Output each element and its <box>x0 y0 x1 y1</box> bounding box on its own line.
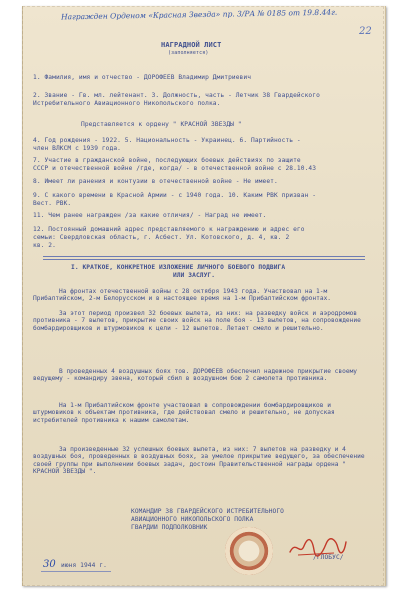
field-line: член ВЛКСМ с 1939 года. <box>33 145 121 152</box>
field-line: СССР и отечественной войне /где, когда/ - в отечественной войне с 28.10.43 <box>33 165 317 172</box>
field-line: семьи: Свердловская область, г. Асбест. Ул. Котовского, д. 4, кв. 2 <box>33 234 290 241</box>
field-line: 2. Звание - Гв. мл. лейтенант. 3. Должность, часть - Летчик 38 Гвардейского <box>33 92 320 99</box>
paper-edge-wear <box>22 6 384 586</box>
award-request-line: Представляется к ордену " КРАСНОЙ ЗВЕЗДЫ " <box>81 121 242 128</box>
narrative-paragraph: За этот период произвел 32 боевых вылета, из них: на разведку войск и аэродромов противника - 7 вылетов, прикрытие своих войск на поле боя - 13 вылетов, на сопровождение бомбардировщиков и штурмовиков к цели - 12 вылетов. Летает смело и решительно. <box>33 310 361 332</box>
field-line: Вест. РВК. <box>33 200 72 207</box>
date-day-handwritten: 30 <box>43 559 56 570</box>
signature-title: КОМАНДИР 38 ГВАРДЕЙСКОГО ИСТРЕБИТЕЛЬНОГО <box>131 508 285 515</box>
field-line: Истребительного Авиационного Никопольского полка. <box>33 100 221 107</box>
field-line: 9. С какого времени в Красной Армии - с 1940 года. 10. Каким РВК призван - <box>33 192 317 199</box>
signature-name: /ГЛОБУС/ <box>313 554 344 561</box>
narrative-paragraph: В проведенных 4 воздушных боях тов. ДОРОФЕЕВ обеспечил надежное прикрытие своему ведущему - командиру звена, который сбил в воздушном бою 2 самолета противника. <box>33 368 358 383</box>
narrative-paragraph: На 1-м Прибалтийском фронте участвовал в сопровождении бомбардировщиков и штурмовиков к объектам противника, где действовал смело и решительно, не допуская истребителей противника к нашим самолетам. <box>33 402 335 424</box>
field-line: кв. 2. <box>33 242 56 249</box>
narrative-paragraph: За произведенные 32 успешных боевых вылета, из них: 7 вылетов на разведку и 4 воздушных боя, проведенных в воздушных боях, за умелое прикрытие ведущего, за обеспечение своей группы при выполнении боевых задач, достоин Правительственной награды ордена " КРАСНОЙ ЗВЕЗДЫ ". <box>33 446 365 476</box>
signature-title: ГВАРДИИ ПОДПОЛКОВНИК <box>131 524 208 531</box>
section-heading: I. КРАТКОЕ, КОНКРЕТНОЕ ИЗЛОЖЕНИЕ ЛИЧНОГО БОЕВОГО ПОДВИГА <box>71 264 286 271</box>
section-heading: ИЛИ ЗАСЛУГ. <box>173 272 216 279</box>
page-number: 22 <box>359 26 372 37</box>
document-title: НАГРАДНОЙ ЛИСТ <box>161 41 222 49</box>
field-line: 4. Год рождения - 1922. 5. Национальность - Украинец. 6. Партийность - <box>33 137 301 144</box>
date-rest: июня 1944 г. <box>61 562 107 569</box>
narrative-paragraph: На фронтах отечественной войны с 28 октября 1943 года. Участвовал на 1-м Прибалтийском, 2-м Белорусском и в настоящее время на 1-м Прибалтийском фронтах. <box>33 288 332 303</box>
handwritten-award-note: Награжден Орденом «Красная Звезда» пр. 3/РА № 0185 от 19.8.44г. <box>60 7 338 22</box>
signature-title: АВИАЦИОННОГО НИКОПОЛЬСКОГО ПОЛКА <box>131 516 254 523</box>
field-line: 8. Имеет ли ранения и контузии в отечественной войне - Не имеет. <box>33 178 278 185</box>
document-subtitle: (заполняется) <box>168 50 209 56</box>
field-line: 11. Чем ранее награжден /за какие отличия/ - Наград не имеет. <box>33 212 267 219</box>
field-line: 12. Постоянный домашний адрес представляемого к награждению и адрес его <box>33 226 305 233</box>
field-line: 1. Фамилия, имя и отчество - ДОРОФЕЕВ Владимир Дмитриевич <box>33 74 252 81</box>
field-line: 7. Участие в гражданской войне, последующих боевых действиях по защите <box>33 157 301 164</box>
